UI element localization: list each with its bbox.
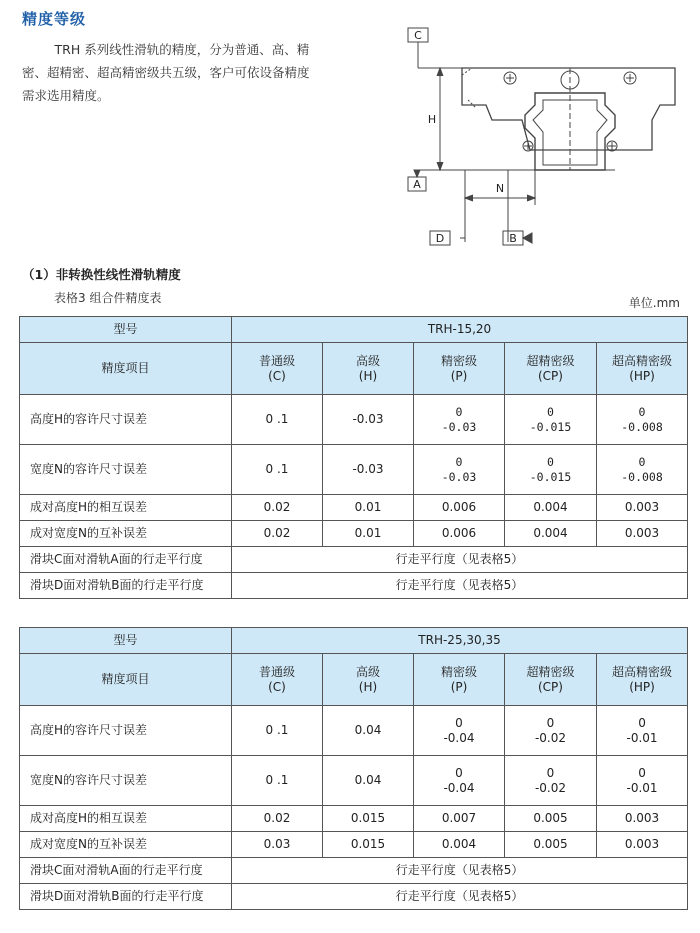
cell: 0.003 [597, 806, 688, 832]
dimension-h-label: H [427, 113, 437, 126]
intro-paragraph [22, 38, 312, 107]
cell: 0.02 [232, 806, 323, 832]
row-label: 成对宽度N的互补误差 [20, 521, 232, 547]
cell: 0 -0.03 [414, 395, 505, 445]
grade-header: 超精密级 (CP) [505, 654, 597, 706]
table-row [20, 395, 688, 445]
table-row [20, 573, 688, 599]
table-caption: 表格3 组合件精度表 [54, 291, 162, 305]
model-label: 型号 [20, 628, 232, 654]
cell: 0 -0.015 [505, 395, 597, 445]
cell: 行走平行度（见表格5） [232, 858, 688, 884]
grade-header: 超高精密级 (HP) [597, 343, 688, 395]
cell: 0.02 [232, 495, 323, 521]
item-label: 精度项目 [20, 654, 232, 706]
row-label: 宽度N的容许尺寸误差 [20, 756, 232, 806]
cell: 0 -0.015 [505, 445, 597, 495]
cell: -0.03 [323, 445, 414, 495]
grade-header: 普通级 (C) [232, 654, 323, 706]
cell: 0.004 [505, 521, 597, 547]
cell: 0 -0.01 [597, 706, 688, 756]
row-label: 宽度N的容许尺寸误差 [20, 445, 232, 495]
row-label: 高度H的容许尺寸误差 [20, 706, 232, 756]
cell: 行走平行度（见表格5） [232, 573, 688, 599]
cell: 0.004 [505, 495, 597, 521]
grade-header: 精密级 (P) [414, 654, 505, 706]
cell: 0.007 [414, 806, 505, 832]
cell: 0 -0.02 [505, 756, 597, 806]
datum-b-label: B [509, 232, 517, 245]
row-label: 成对宽度N的互补误差 [20, 832, 232, 858]
cell: 行走平行度（见表格5） [232, 884, 688, 910]
cell: 0 -0.008 [597, 445, 688, 495]
row-label: 高度H的容许尺寸误差 [20, 395, 232, 445]
cell: 0 .1 [232, 756, 323, 806]
cell: 0 .1 [232, 706, 323, 756]
cell: 行走平行度（见表格5） [232, 547, 688, 573]
datum-c-label: C [414, 29, 422, 42]
table-row [20, 521, 688, 547]
dimension-n-label: N [495, 182, 505, 195]
table-row [20, 547, 688, 573]
cell: 0.015 [323, 806, 414, 832]
grade-header: 精密级 (P) [414, 343, 505, 395]
model-label: 型号 [20, 317, 232, 343]
table-row [20, 884, 688, 910]
cell: 0 -0.03 [414, 445, 505, 495]
grade-header: 超精密级 (CP) [505, 343, 597, 395]
intro-text: TRH 系列线性滑轨的精度，分为普通、高、精密、超精密、超高精密级共五级，客户可依设备精度需求选用精度。 [22, 42, 310, 103]
rail-cross-section-diagram [400, 20, 690, 255]
cell: 0.003 [597, 495, 688, 521]
cell: 0 -0.008 [597, 395, 688, 445]
model-value: TRH-15,20 [232, 317, 688, 343]
unit-label: 单位.mm [628, 296, 680, 310]
item-label: 精度项目 [20, 343, 232, 395]
cell: 0.005 [505, 806, 597, 832]
cell: 0.01 [323, 521, 414, 547]
cell: 0.006 [414, 495, 505, 521]
cell: 0 -0.04 [414, 706, 505, 756]
cell: 0.01 [323, 495, 414, 521]
grade-header: 高级 (H) [323, 654, 414, 706]
section-title: （1）非转换性线性滑轨精度 [22, 267, 181, 282]
cell: 0.005 [505, 832, 597, 858]
model-value: TRH-25,30,35 [232, 628, 688, 654]
cell: 0 -0.01 [597, 756, 688, 806]
precision-table-trh-15-20 [19, 316, 688, 599]
grade-header: 高级 (H) [323, 343, 414, 395]
cell: 0 -0.04 [414, 756, 505, 806]
row-label: 滑块D面对滑轨B面的行走平行度 [20, 884, 232, 910]
cell: 0.004 [414, 832, 505, 858]
row-label: 成对高度H的相互误差 [20, 806, 232, 832]
cell: 0.006 [414, 521, 505, 547]
cell: -0.03 [323, 395, 414, 445]
table-row [20, 806, 688, 832]
cell: 0.04 [323, 706, 414, 756]
table-row [20, 756, 688, 806]
row-label: 滑块C面对滑轨A面的行走平行度 [20, 858, 232, 884]
page-title: 精度等级 [22, 10, 87, 28]
table-row [20, 706, 688, 756]
cell: 0 -0.02 [505, 706, 597, 756]
row-label: 滑块C面对滑轨A面的行走平行度 [20, 547, 232, 573]
precision-table-trh-25-30-35 [19, 627, 688, 910]
row-label: 滑块D面对滑轨B面的行走平行度 [20, 573, 232, 599]
cell: 0.003 [597, 832, 688, 858]
cell: 0.04 [323, 756, 414, 806]
cell: 0.015 [323, 832, 414, 858]
cell: 0 .1 [232, 395, 323, 445]
cell: 0 .1 [232, 445, 323, 495]
table-row [20, 832, 688, 858]
grade-header: 普通级 (C) [232, 343, 323, 395]
table-row [20, 495, 688, 521]
table-row [20, 445, 688, 495]
cell: 0.03 [232, 832, 323, 858]
row-label: 成对高度H的相互误差 [20, 495, 232, 521]
datum-a-label: A [413, 178, 421, 191]
table-row [20, 858, 688, 884]
cell: 0.02 [232, 521, 323, 547]
datum-d-label: D [435, 232, 445, 245]
grade-header: 超高精密级 (HP) [597, 654, 688, 706]
cell: 0.003 [597, 521, 688, 547]
